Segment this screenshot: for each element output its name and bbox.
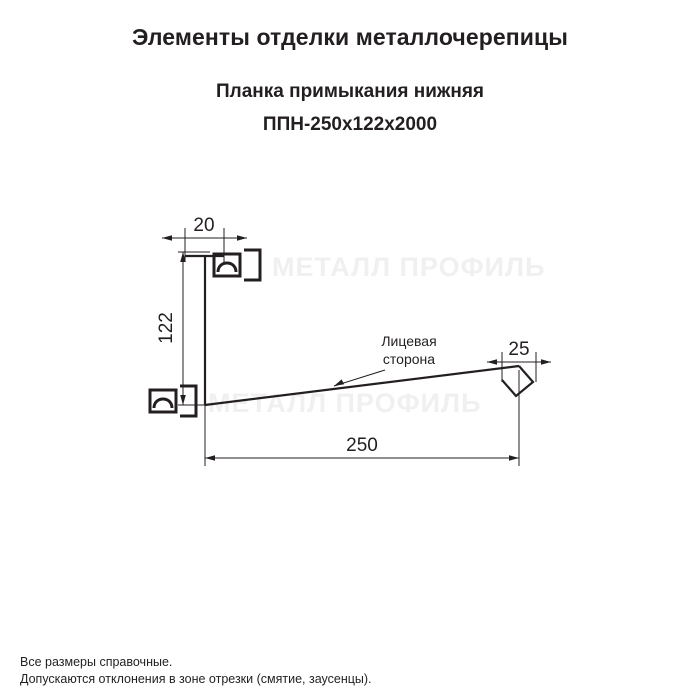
header: [0, 22, 700, 138]
product-code: ППН-250x122x2000: [262, 114, 438, 135]
page-title: Элементы отделки металлочерепицы: [131, 24, 568, 50]
face-side-label-line1: Лицевая: [381, 333, 437, 349]
footer-line-1: Все размеры справочные.: [20, 655, 173, 669]
dimension-value-25: 25: [508, 339, 530, 360]
dimension-value-20: 20: [193, 215, 215, 236]
dimension-value-122: 122: [156, 312, 177, 344]
watermark-logo-top: [214, 250, 545, 282]
face-side-label-line2: сторона: [382, 351, 436, 367]
product-name: Планка примыкания нижняя: [215, 81, 485, 102]
footer-line-2: Допускаются отклонения в зоне отрезки (смятие, заусенцы).: [20, 672, 372, 686]
technical-drawing: [0, 170, 700, 530]
dimension-value-250: 250: [346, 435, 378, 456]
watermark-text-2: МЕТАЛЛ ПРОФИЛЬ: [208, 388, 482, 418]
footer-notes: [20, 654, 372, 688]
dimension-height: [156, 252, 210, 405]
watermark-text: МЕТАЛЛ ПРОФИЛЬ: [272, 252, 546, 282]
